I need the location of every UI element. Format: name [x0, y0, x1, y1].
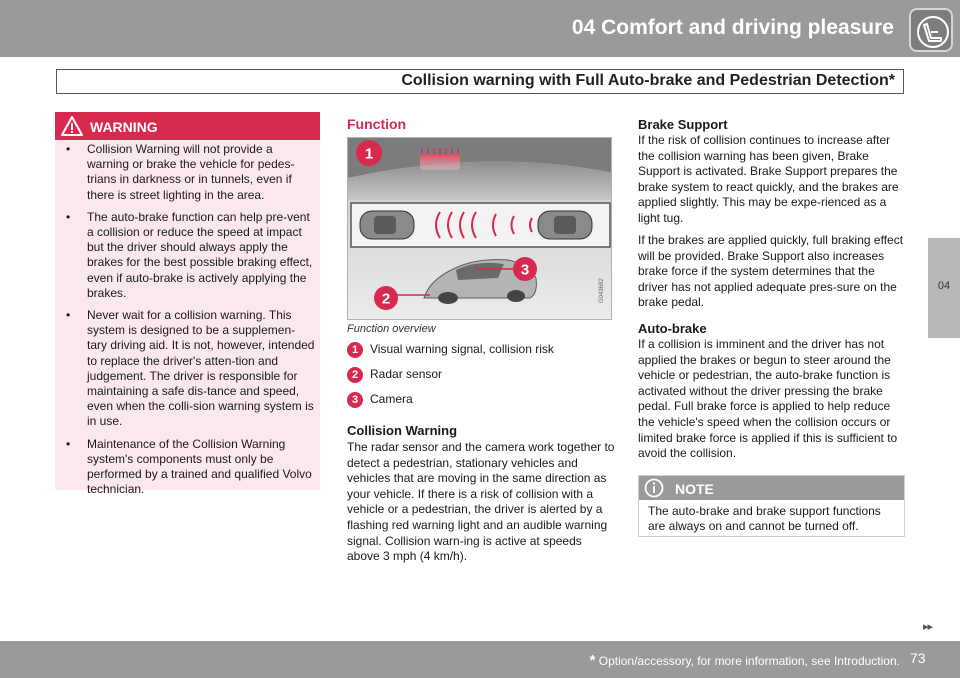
figure-caption: Function overview: [347, 323, 436, 335]
auto-brake-text: If a collision is imminent and the driver has not applied the brakes or begun to steer around the vehicle or pedestrian, the auto-brake function is activated without the driver pressing the brake pedal. Full brake force is applied to help reduce the vehicle's speed when the collision occurs or limited brake force is applied if this is sufficient to avoid the collision.: [638, 337, 898, 461]
warning-list: [63, 142, 315, 504]
collision-warning-heading: Collision Warning: [347, 423, 458, 438]
function-heading: Function: [347, 116, 407, 132]
brake-support-text-1: If the risk of collision continues to increase after the collision warning has been given, Brake Support is activated. Brake Support prepares the brake system to react quickly, and the brakes are applied slightly. This may be expe-rienced as a light tug.: [638, 133, 899, 225]
chapter-side-tab-label: 04: [937, 280, 951, 292]
warning-item-text: Maintenance of the Collision Warning system's components must only be performed by a trained and qualified Volvo technician.: [87, 436, 312, 497]
footer-bar: [0, 641, 960, 678]
note-header: [639, 476, 904, 500]
chapter-side-tab[interactable]: [928, 238, 960, 338]
note-title: NOTE: [675, 481, 714, 497]
legend-label: Radar sensor: [370, 367, 443, 381]
seat-icon: [909, 8, 953, 52]
chapter-title: 04 Comfort and driving pleasure: [571, 16, 894, 39]
footnote: [590, 652, 900, 669]
warning-triangle-icon: [60, 115, 84, 137]
figure-callout-3: 3: [520, 261, 530, 279]
header-bar: [0, 0, 960, 57]
legend-number: 1: [347, 342, 363, 358]
info-icon: [644, 478, 664, 498]
legend-number: 3: [347, 392, 363, 408]
figure-code: G043682: [599, 278, 605, 303]
section-title-box: [56, 69, 904, 94]
legend-number: 2: [347, 367, 363, 383]
warning-item-text: The auto-brake function can help pre-vent a collision or reduce the speed at impact but the driver should always apply the brakes for the best possible braking effect, even if auto-brake is actively applying the brakes.: [87, 209, 313, 300]
legend-label: Camera: [370, 392, 413, 406]
next-page-arrows-icon[interactable]: ▸▸: [923, 621, 933, 633]
warning-item-text: Collision Warning will not provide a warning or brake the vehicle for pedes-trians in darkness or in tunnels, even if there is street lighting in the area.: [87, 142, 295, 202]
auto-brake-heading: Auto-brake: [638, 321, 707, 336]
warning-box: [55, 112, 320, 497]
function-overview-illustration: [347, 137, 612, 320]
warning-item: • Maintenance of the Collision Warning system's components must only be performed by a trained and qualified Volvo technician.: [66, 436, 312, 497]
brake-support-text-2: If the brakes are applied quickly, full braking effect will be provided. Brake Support also increases brake force if the system determines that the driver has not applied adequate pres-sure on the brake pedal.: [638, 233, 904, 310]
footnote-text: Option/accessory, for more information, see Introduction.: [595, 654, 900, 668]
figure-callout-2: 2: [381, 290, 391, 308]
warning-item: • Collision Warning will not provide a warning or brake the vehicle for pedes-trians in darkness or in tunnels, even if there is street lighting in the area.: [66, 142, 295, 202]
brake-support-heading: Brake Support: [638, 117, 728, 132]
legend-label: Visual warning signal, collision risk: [370, 342, 554, 356]
warning-title: WARNING: [90, 119, 158, 135]
note-box: [638, 475, 905, 537]
warning-item: • The auto-brake function can help pre-vent a collision or reduce the speed at impact but the driver should always apply the brakes for the best possible braking effect, even if auto-brake is actively applying the brakes.: [66, 209, 313, 300]
figure-callout-1: 1: [364, 145, 374, 163]
page-number: 73: [910, 650, 926, 666]
note-text: The auto-brake and brake support functions are always on and cannot be turned off.: [648, 504, 881, 534]
warning-item-text: Never wait for a collision warning. This system is designed to be a supplemen-tary driving aid. It is not, however, intended to replace the driver's atten-tion and judgement. The driver is responsible for maintaining a safe dis-tance and speed, even when the colli-sion warning system is in use.: [87, 308, 315, 429]
collision-warning-text: The radar sensor and the camera work together to detect a pedestrian, stationary vehicles and vehicles that are moving in the same direction as your vehicle. If there is a risk of collision with a vehicle or a pedestrian, the driver is alerted by a flashing red warning light and an audible warning signal. Collision warn-ing is active at speeds above 3 mph (4 km/h).: [347, 440, 615, 564]
section-title: Collision warning with Full Auto-brake and Pedestrian Detection*: [401, 72, 895, 89]
footnote-marker: *: [589, 652, 596, 669]
warning-item: • Never wait for a collision warning. This system is designed to be a supplemen-tary driving aid. It is not, however, intended to replace the driver's atten-tion and judgement. The driver is responsible for maintaining a safe dis-tance and speed, even when the colli-sion warning system is in use.: [66, 308, 315, 429]
warning-header: [55, 112, 320, 140]
